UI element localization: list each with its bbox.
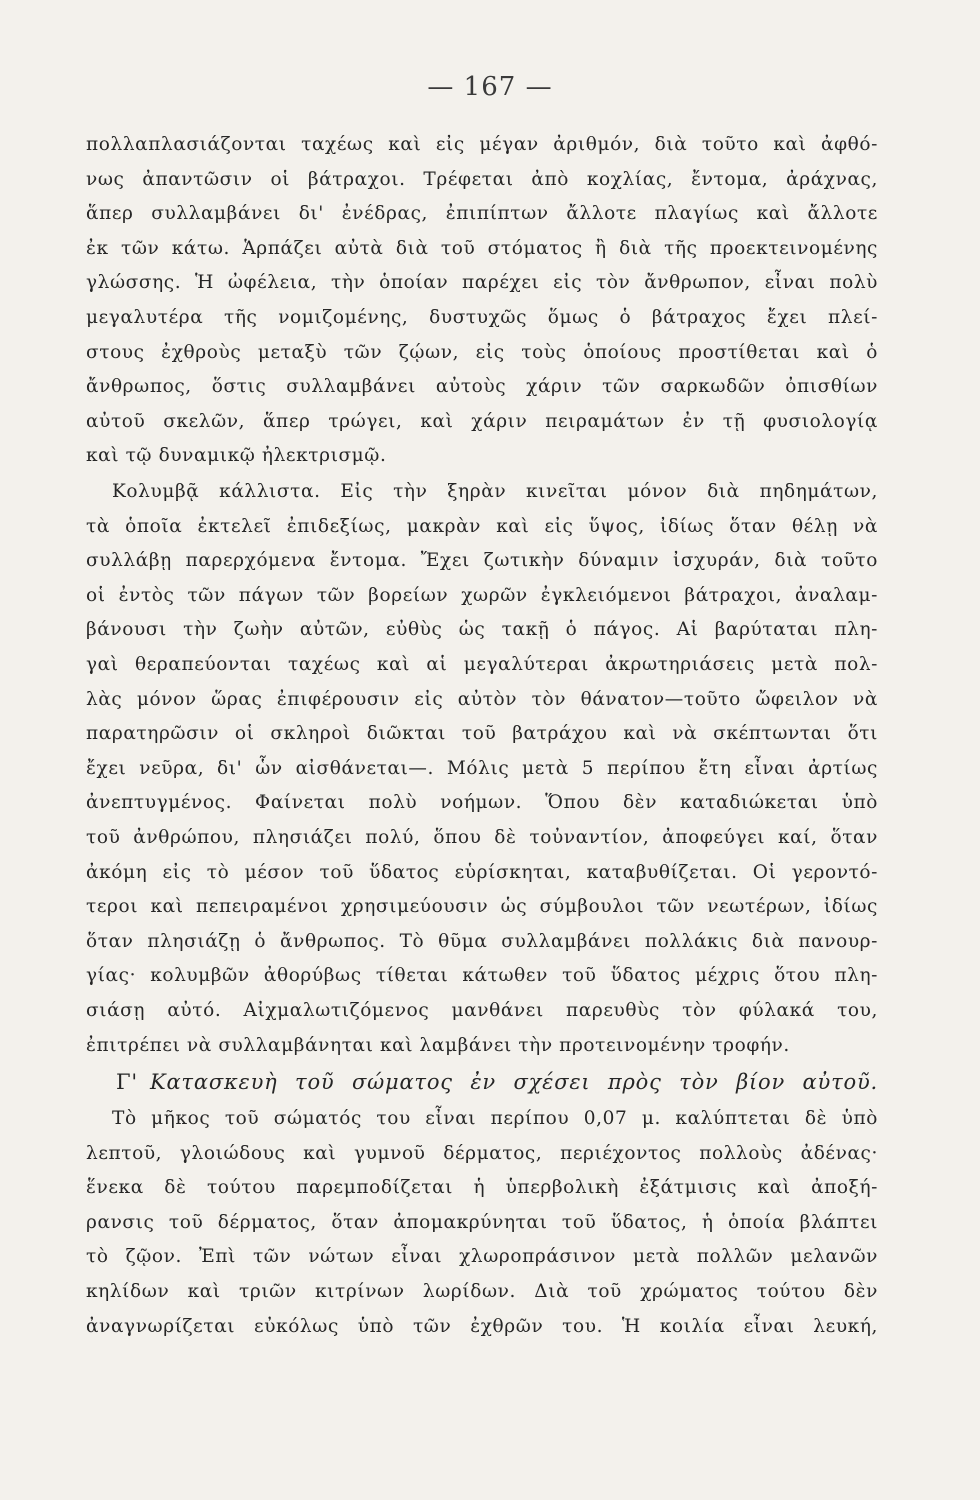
- text-line: γίας· κολυμβῶν ἀθορύβως τίθεται κάτωθεν τοῦ ὕδατος μέχρις ὅτου πλη-: [86, 965, 878, 987]
- text-line: καὶ τῷ δυναμικῷ ἠλεκτρισμῷ.: [86, 445, 387, 467]
- text-line: ἀναγνωρίζεται εὐκόλως ὑπὸ τῶν ἐχθρῶν του. Ἡ κοιλία εἶναι λευκή,: [86, 1315, 878, 1337]
- text-line: σιάσῃ αὐτό. Αἰχμαλωτιζόμενος μανθάνει παρευθὺς τὸν φύλακά του,: [86, 999, 878, 1021]
- text-line: γαὶ θεραπεύονται ταχέως καὶ αἱ μεγαλύτεραι ἀκρωτηριάσεις μετὰ πολ-: [86, 653, 878, 675]
- text-line: ἀνεπτυγμένος. Φαίνεται πολὺ νοήμων. Ὅπου δὲν καταδιώκεται ὑπὸ: [86, 792, 878, 814]
- heading-title: Κατασκευὴ τοῦ σώματος ἐν σχέσει πρὸς τὸν βίον αὐτοῦ.: [149, 1070, 878, 1094]
- text-line: ὅταν πλησιάζῃ ὁ ἄνθρωπος. Τὸ θῦμα συλλαμβάνει πολλάκις διὰ πανουρ-: [86, 930, 878, 952]
- section-heading: [116, 1064, 878, 1100]
- text-line: αὐτοῦ σκελῶν, ἅπερ τρώγει, καὶ χάριν πειραμάτων ἐν τῇ φυσιολογίᾳ: [86, 410, 878, 432]
- text-line: ἕνεκα δὲ τούτου παρεμποδίζεται ἡ ὑπερβολικὴ ἐξάτμισις καὶ ἀποξή-: [86, 1177, 878, 1199]
- paragraph-3: [86, 1102, 878, 1344]
- heading-line: [116, 1064, 878, 1100]
- text-line: στους ἐχθροὺς μεταξὺ τῶν ζῴων, εἰς τοὺς ὁποίους προστίθεται καὶ ὁ: [86, 341, 878, 363]
- text-line: τὰ ὁποῖα ἐκτελεῖ ἐπιδεξίως, μακρὰν καὶ εἰς ὕψος, ἰδίως ὅταν θέλῃ νὰ: [86, 515, 878, 537]
- text-line: ἀκόμη εἰς τὸ μέσον τοῦ ὕδατος εὑρίσκηται, καταβυθίζεται. Οἱ γεροντό-: [86, 861, 878, 883]
- text-line: πολλαπλασιάζονται ταχέως καὶ εἰς μέγαν ἀριθμόν, διὰ τοῦτο καὶ ἀφθό-: [86, 134, 878, 155]
- text-line: κηλίδων καὶ τριῶν κιτρίνων λωρίδων. Διὰ τοῦ χρώματος τούτου δὲν: [86, 1280, 878, 1302]
- paragraph-2: [86, 475, 878, 1063]
- text-line: τεροι καὶ πεπειραμένοι χρησιμεύουσιν ὡς σύμβουλοι τῶν νεωτέρων, ἰδίως: [86, 896, 878, 918]
- text-line: μεγαλυτέρα τῆς νομιζομένης, δυστυχῶς ὅμως ὁ βάτραχος ἔχει πλεί-: [86, 306, 878, 328]
- text-line: παρατηρῶσιν οἱ σκληροὶ διῶκται τοῦ βατράχου καὶ νὰ σκέπτωνται ὅτι: [86, 723, 878, 745]
- text-line: Κολυμβᾷ κάλλιστα. Εἰς τὴν ξηρὰν κινεῖται μόνον διὰ πηδημάτων,: [112, 481, 878, 502]
- text-line: ρανσις τοῦ δέρματος, ὅταν ἀπομακρύνηται τοῦ ὕδατος, ἡ ὁποία βλάπτει: [86, 1211, 878, 1233]
- text-line: βάνουσι τὴν ζωὴν αὐτῶν, εὐθὺς ὡς τακῇ ὁ πάγος. Αἱ βαρύταται πλη-: [86, 619, 878, 641]
- text-line: λεπτοῦ, γλοιώδους καὶ γυμνοῦ δέρματος, περιέχοντος πολλοὺς ἀδένας·: [86, 1142, 878, 1164]
- text-line: τὸ ζῷον. Ἐπὶ τῶν νώτων εἶναι χλωροπράσινον μετὰ πολλῶν μελανῶν: [86, 1246, 878, 1268]
- text-line: συλλάβῃ παρερχόμενα ἔντομα. Ἔχει ζωτικὴν δύναμιν ἰσχυράν, διὰ τοῦτο: [86, 550, 878, 572]
- text-line: ἅπερ συλλαμβάνει δι' ἐνέδρας, ἐπιπίπτων ἄλλοτε πλαγίως καὶ ἄλλοτε: [86, 203, 878, 225]
- text-line: ἔχει νεῦρα, δι' ὧν αἰσθάνεται—. Μόλις μετὰ 5 περίπου ἔτη εἶναι ἀρτίως: [86, 757, 878, 779]
- text-line: ἄνθρωπος, ὅστις συλλαμβάνει αὐτοὺς χάριν τῶν σαρκωδῶν ὀπισθίων: [86, 376, 878, 398]
- text-line: Τὸ μῆκος τοῦ σώματός του εἶναι περίπου 0,07 μ. καλύπτεται δὲ ὑπὸ: [112, 1108, 878, 1129]
- text-line: νως ἀπαντῶσιν οἱ βάτραχοι. Τρέφεται ἀπὸ κοχλίας, ἔντομα, ἀράχνας,: [86, 168, 878, 190]
- text-line: ἐπιτρέπει νὰ συλλαμβάνηται καὶ λαμβάνει τὴν προτεινομένην τροφήν.: [86, 1034, 790, 1056]
- text-line: τοῦ ἀνθρώπου, πλησιάζει πολύ, ὅπου δὲ τοὐναντίον, ἀποφεύγει καί, ὅταν: [86, 826, 878, 848]
- heading-number: Γ': [116, 1070, 138, 1094]
- page-number: — 167 —: [427, 72, 553, 102]
- text-line: οἱ ἐντὸς τῶν πάγων τῶν βορείων χωρῶν ἐγκλειόμενοι βάτραχοι, ἀναλαμ-: [86, 584, 878, 606]
- text-line: ἐκ τῶν κάτω. Ἁρπάζει αὐτὰ διὰ τοῦ στόματος ἢ διὰ τῆς προεκτεινομένης: [86, 237, 878, 259]
- text-line: γλώσσης. Ἡ ὠφέλεια, τὴν ὁποίαν παρέχει εἰς τὸν ἄνθρωπον, εἶναι πολὺ: [86, 272, 878, 294]
- paragraph-1: [86, 128, 878, 474]
- text-line: λὰς μόνον ὥρας ἐπιφέρουσιν εἰς αὐτὸν τὸν θάνατον—τοῦτο ὤφειλον νὰ: [86, 688, 878, 710]
